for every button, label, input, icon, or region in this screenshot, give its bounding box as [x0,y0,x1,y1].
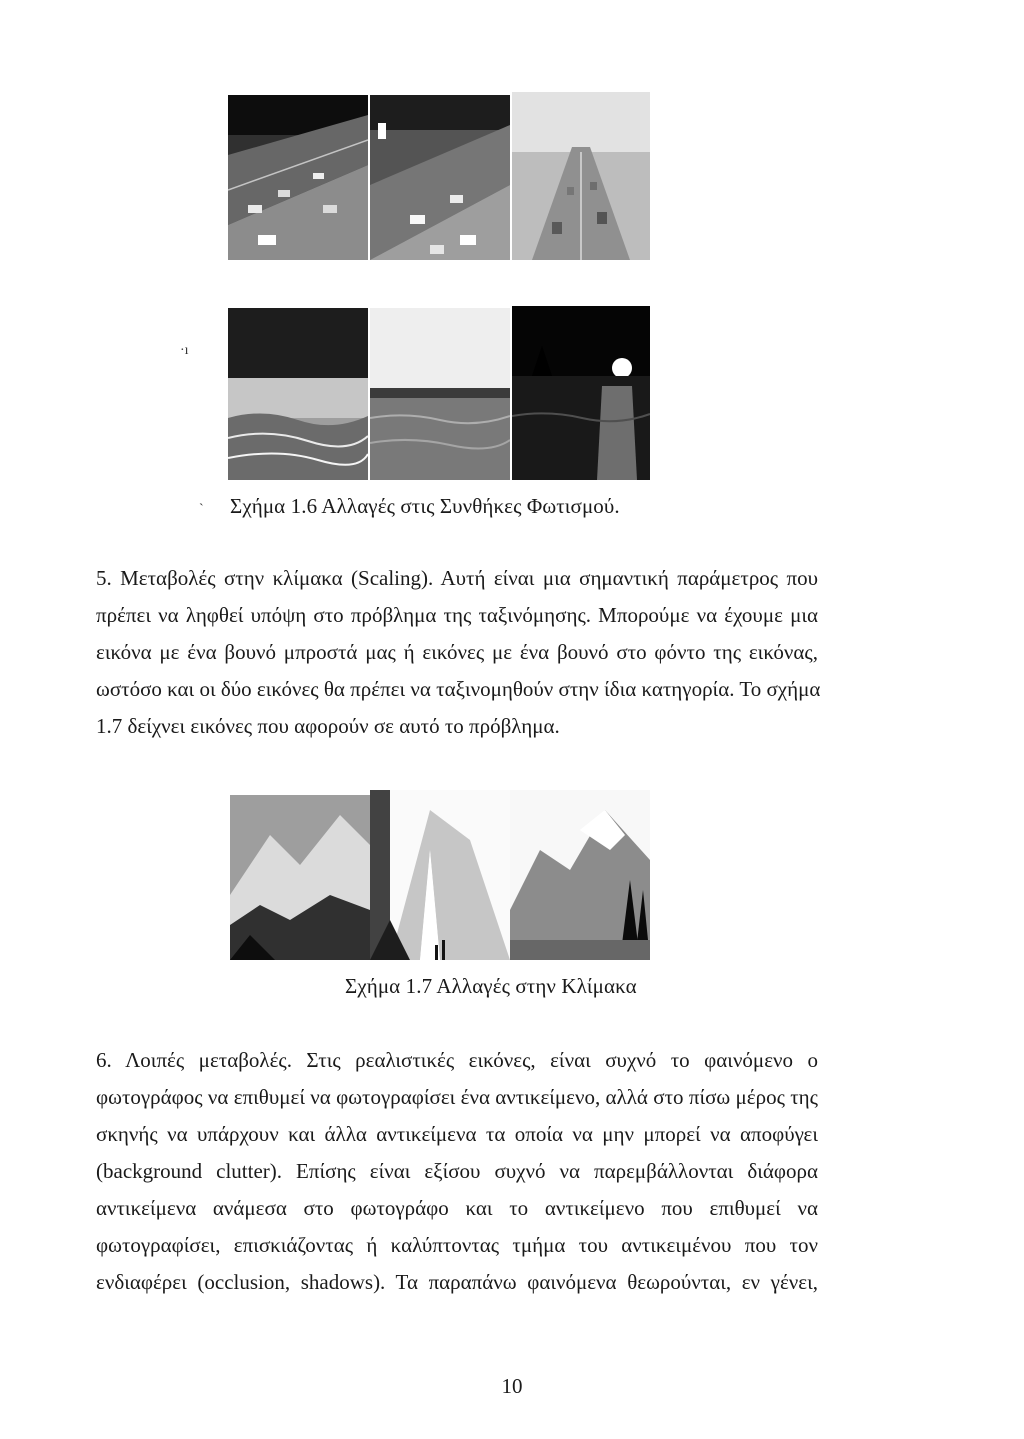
paragraph-line: 6. Λοιπές μεταβολές. Στις ρεαλιστικές εικόνες, είναι συχνό το φαινόμενο ο [96,1048,818,1072]
paragraph-line: 5. Μεταβολές στην κλίμακα (Scaling). Αυτή είναι μια σημαντική παράμετρος που [96,566,818,590]
figure-1-6-caption: Σχήμα 1.6 Αλλαγές στις Συνθήκες Φωτισμού. [230,494,620,518]
paragraph-line: σκηνής να υπάρχουν και άλλα αντικείμενα τα οποία να μην μπορεί να αποφύγει [96,1122,818,1146]
mountain-photo-close [230,795,370,960]
paragraph-line: φωτογραφίσει, επισκιάζοντας ή καλύπτοντας τμήμα του αντικειμένου που τον [96,1233,818,1257]
mountain-photo-waterfall [370,790,510,960]
paragraph-line: 1.7 δείχνει εικόνες που αφορούν σε αυτό το πρόβλημα. [96,714,560,738]
paragraph-line: φωτογράφος να επιθυμεί να φωτογραφίσει ένα αντικείμενο, αλλά στο πίσω μέρος της [96,1085,818,1109]
paragraph-line: πρέπει να ληφθεί υπόψη στο πρόβλημα της ταξινόμησης. Μπορούμε να έχουμε μια [96,603,818,627]
paragraph-line: αντικείμενα ανάμεσα στο φωτογράφο και το αντικείμενο που επιθυμεί να [96,1196,818,1220]
highway-photo-overcast [370,95,510,260]
highway-photo-day [228,95,368,260]
mountain-photo-distant [510,790,650,960]
paragraph-scaling [96,560,821,745]
paragraph-line: εικόνα με ένα βουνό μπροστά μας ή εικόνες με ένα βουνό στο φόντο της εικόνας, [96,640,818,664]
sea-photo-bright [228,308,368,480]
scan-speck: ·ı [180,343,189,358]
paragraph-line: ενδιαφέρει (occlusion, shadows). Τα παραπάνω φαινόμενα θεωρούνται, εν γένει, [96,1270,818,1294]
paragraph-line: (background clutter). Επίσης είναι εξίσου συχνό να παρεμβάλλονται διάφορα [96,1159,818,1183]
figure-1-7-caption: Σχήμα 1.7 Αλλαγές στην Κλίμακα [345,974,637,998]
scan-speck: ` [199,502,204,517]
paragraph-other-changes [96,1042,818,1301]
paragraph-line: ωστόσο και οι δύο εικόνες θα πρέπει να ταξινομηθούν στην ίδια κατηγορία. Το σχήμα [96,677,821,701]
sea-photo-sunset [512,306,650,480]
page-number: 10 [501,1374,523,1398]
highway-photo-fog [512,92,650,260]
sea-photo-overcast [370,308,510,480]
